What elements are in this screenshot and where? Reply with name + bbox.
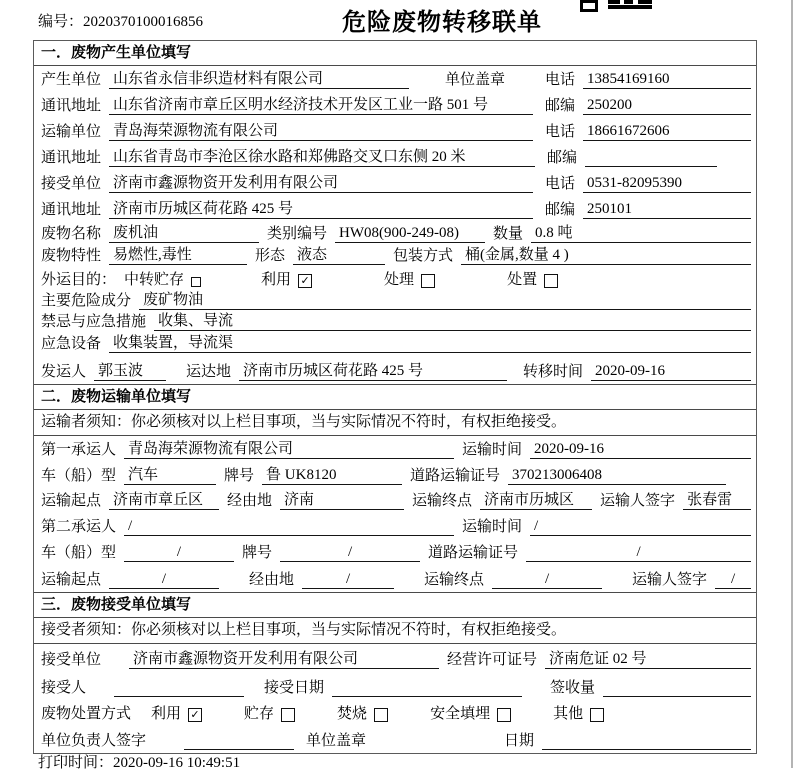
option-label: 其他: [553, 706, 584, 722]
section-transporter: [34, 384, 756, 592]
checkbox-utilize-checked: ✓: [188, 708, 202, 722]
qr-block: [624, 0, 633, 4]
carrier2-via-value: /: [302, 571, 394, 589]
signed-amount-value: [603, 680, 751, 697]
carrier2-origin-value: /: [109, 571, 219, 589]
disposal-option-incinerate: [337, 702, 388, 723]
packing-value: 桶(金属,数量 4 ): [461, 243, 751, 265]
producer-address-row: [34, 92, 756, 118]
checkbox-utilize-checked: ✓: [298, 274, 312, 288]
signed-amount-label: 签收量: [550, 680, 596, 696]
transporter-zip-value: [585, 150, 717, 167]
consignor-label: 发运人: [41, 364, 87, 380]
carrier1-sign-value: 张春雷: [683, 488, 751, 510]
receive-date-value: [332, 680, 522, 697]
carrier1-value: 青岛海荣源物流有限公司: [124, 437, 454, 459]
license-label: 经营许可证号: [447, 652, 538, 668]
carrier1-permit-value: 370213006408: [508, 467, 726, 485]
transport-time-label: 运输时间: [462, 519, 523, 535]
carrier1-row: [34, 436, 756, 462]
carrier2-route-row: [34, 565, 756, 592]
equipment-row: [34, 334, 756, 356]
consignor-value: 郭玉波: [94, 359, 166, 381]
waste-trait-row: [34, 246, 756, 268]
carrier2-permit-value: /: [526, 544, 751, 562]
producer-label: 产生单位: [41, 72, 102, 88]
state-label: 形态: [255, 248, 286, 264]
disposal-option-utilize: [151, 702, 202, 723]
producer-address-value: 山东省济南市章丘区明水经济技术开发区工业一路 501 号: [109, 93, 533, 115]
transporter-phone-value: 18661672606: [583, 123, 751, 141]
carrier1-route-row: [34, 488, 756, 513]
section2-header: 二．废物运输单位填写: [34, 385, 756, 410]
hazard-label: 主要危险成分: [41, 293, 132, 309]
qr-block: [638, 0, 652, 4]
transporter-label: 运输单位: [41, 124, 102, 140]
recipient-row: [34, 672, 756, 700]
receiver-notice: 接受者须知：你必须核对以上栏目事项，当与实际情况不符时，有权拒绝接受。: [34, 618, 756, 644]
trait-value: 易燃性,毒性: [109, 243, 247, 265]
disposal-row: [34, 700, 756, 726]
receiver-value: 济南市鑫源物资开发利用有限公司: [109, 171, 533, 193]
option-label: 利用: [151, 706, 182, 722]
category-value: HW08(900-249-08): [335, 225, 485, 243]
origin-label: 运输起点: [41, 572, 102, 588]
end-label: 运输终点: [424, 572, 485, 588]
transporter-address-value: 山东省青岛市李沧区徐水路和郑佛路交叉口东侧 20 米: [109, 145, 535, 167]
qr-block: [580, 0, 598, 12]
checkbox-store: [281, 708, 295, 722]
option-label: 焚烧: [337, 706, 368, 722]
qr-code-fragment-icon: [580, 0, 665, 10]
qr-block: [608, 5, 652, 9]
destination-label: 运达地: [186, 364, 232, 380]
zip-label: 邮编: [544, 98, 575, 114]
state-value: 液态: [293, 243, 385, 265]
option-label: 中转贮存: [124, 272, 185, 288]
waste-name-value: 废机油: [109, 221, 259, 243]
manager-sign-row: [34, 726, 756, 753]
transporter-row: [34, 118, 756, 144]
option-label: 贮存: [244, 706, 275, 722]
address-label: 通讯地址: [41, 150, 102, 166]
equipment-label: 应急设备: [41, 336, 102, 352]
vehicle-type-label: 车（船）型: [41, 468, 117, 484]
section-producer: [34, 41, 756, 384]
receiver-unit-label: 接受单位: [41, 652, 102, 668]
category-label: 类别编号: [267, 226, 328, 242]
phone-label: 电话: [544, 124, 575, 140]
quantity-value: 0.8 吨: [531, 221, 751, 243]
purpose-label: 外运目的：: [41, 272, 117, 288]
receiver-address-row: [34, 196, 756, 222]
carrier2-time-value: /: [530, 518, 751, 536]
carrier2-vehicle-row: [34, 539, 756, 565]
purpose-option-transfer-storage: [124, 268, 201, 289]
checkbox-transfer-storage: [191, 277, 201, 287]
producer-zip-value: 250200: [583, 97, 751, 115]
print-time-value: 2020-09-16 10:49:51: [113, 755, 241, 771]
transporter-sign-label: 运输人签字: [600, 493, 676, 509]
disposal-option-store: [244, 702, 295, 723]
carrier1-time-value: 2020-09-16: [530, 441, 751, 459]
origin-label: 运输起点: [41, 493, 102, 509]
receiver-address-value: 济南市历城区荷花路 425 号: [109, 197, 533, 219]
phone-label: 电话: [544, 176, 575, 192]
destination-value: 济南市历城区荷花路 425 号: [239, 359, 507, 381]
road-permit-label: 道路运输证号: [410, 468, 501, 484]
unit-seal-label: 单位盖章: [445, 72, 506, 88]
end-label: 运输终点: [412, 493, 473, 509]
section3-header: 三．废物接受单位填写: [34, 593, 756, 618]
taboo-label: 禁忌与应急措施: [41, 314, 147, 330]
transporter-value: 青岛海荣源物流有限公司: [109, 119, 533, 141]
equipment-value: 收集装置，导流渠: [109, 331, 751, 353]
address-label: 通讯地址: [41, 98, 102, 114]
unit-seal-label: 单位盖章: [306, 733, 367, 749]
serial-number: 2020370100016856: [83, 14, 204, 30]
consignor-row: [34, 356, 756, 384]
serial-label: 编号：: [38, 14, 84, 30]
checkbox-treat: [421, 274, 435, 288]
via-label: 经由地: [227, 493, 273, 509]
receiver-unit-value: 济南市鑫源物资开发利用有限公司: [129, 647, 439, 669]
zip-label: 邮编: [544, 202, 575, 218]
carrier2-row: [34, 513, 756, 539]
option-label: 处置: [507, 272, 538, 288]
print-time-label: 打印时间：: [38, 755, 114, 771]
page-right-edge: [791, 0, 793, 768]
plate-label: 牌号: [242, 545, 273, 561]
receive-date-label: 接受日期: [264, 680, 325, 696]
purpose-option-utilize: [261, 268, 312, 289]
qr-block: [608, 0, 620, 4]
transporter-address-row: [34, 144, 756, 170]
carrier2-vehicle-value: /: [124, 544, 234, 562]
receiver-label: 接受单位: [41, 176, 102, 192]
receiver-phone-value: 0531-82095390: [583, 175, 751, 193]
carrier1-via-value: 济南: [280, 488, 404, 510]
option-label: 处理: [384, 272, 415, 288]
transport-time-label: 运输时间: [462, 442, 523, 458]
zip-label: 邮编: [546, 150, 577, 166]
option-label: 利用: [261, 272, 292, 288]
section-receiver: [34, 592, 756, 753]
manager-sign-label: 单位负责人签字: [41, 733, 147, 749]
producer-value: 山东省永信非织造材料有限公司: [109, 67, 409, 89]
print-time: [38, 751, 240, 772]
disposal-option-other: [553, 702, 604, 723]
carrier2-value: /: [124, 518, 454, 536]
phone-label: 电话: [544, 72, 575, 88]
carrier1-end-value: 济南市历城区: [480, 488, 592, 510]
disposal-label: 废物处置方式: [41, 706, 132, 722]
checkbox-landfill: [497, 708, 511, 722]
producer-row: [34, 66, 756, 92]
receiver-unit-row: [34, 644, 756, 672]
license-value: 济南危证 02 号: [545, 647, 751, 669]
receiver-row: [34, 170, 756, 196]
checkbox-incinerate: [374, 708, 388, 722]
transfer-time-value: 2020-09-16: [591, 363, 751, 381]
disposal-option-landfill: [430, 702, 511, 723]
quantity-label: 数量: [493, 226, 524, 242]
manifest-form: [33, 40, 757, 754]
recipient-label: 接受人: [41, 680, 87, 696]
date-value: [542, 733, 751, 750]
carrier1-origin-value: 济南市章丘区: [109, 488, 219, 510]
carrier2-plate-value: /: [280, 544, 420, 562]
producer-phone-value: 13854169160: [583, 71, 751, 89]
packing-label: 包装方式: [393, 248, 454, 264]
transfer-time-label: 转移时间: [523, 364, 584, 380]
waste-name-label: 废物名称: [41, 226, 102, 242]
recipient-value: [114, 680, 244, 697]
plate-label: 牌号: [224, 468, 255, 484]
transporter-notice: 运输者须知：你必须核对以上栏目事项，当与实际情况不符时，有权拒绝接受。: [34, 410, 756, 436]
trait-label: 废物特性: [41, 248, 102, 264]
receiver-zip-value: 250101: [583, 201, 751, 219]
purpose-option-dispose: [507, 268, 558, 289]
carrier1-vehicle-value: 汽车: [124, 463, 216, 485]
carrier1-label: 第一承运人: [41, 442, 117, 458]
date-label: 日期: [504, 733, 535, 749]
carrier2-end-value: /: [492, 571, 602, 589]
checkbox-dispose: [544, 274, 558, 288]
taboo-value: 收集、导流: [154, 309, 751, 331]
section1-header: 一．废物产生单位填写: [34, 41, 756, 66]
address-label: 通讯地址: [41, 202, 102, 218]
checkbox-other: [590, 708, 604, 722]
manager-sign-value: [184, 733, 294, 750]
purpose-option-treat: [384, 268, 435, 289]
page-title: 危险废物转移联单: [342, 9, 542, 36]
carrier2-label: 第二承运人: [41, 519, 117, 535]
via-label: 经由地: [249, 572, 295, 588]
carrier1-plate-value: 鲁 UK8120: [262, 463, 402, 485]
transporter-sign-label: 运输人签字: [632, 572, 708, 588]
road-permit-label: 道路运输证号: [428, 545, 519, 561]
vehicle-type-label: 车（船）型: [41, 545, 117, 561]
option-label: 安全填埋: [430, 706, 491, 722]
carrier2-sign-value: /: [715, 571, 751, 589]
carrier1-vehicle-row: [34, 462, 756, 488]
hazard-value: 废矿物油: [139, 288, 751, 310]
